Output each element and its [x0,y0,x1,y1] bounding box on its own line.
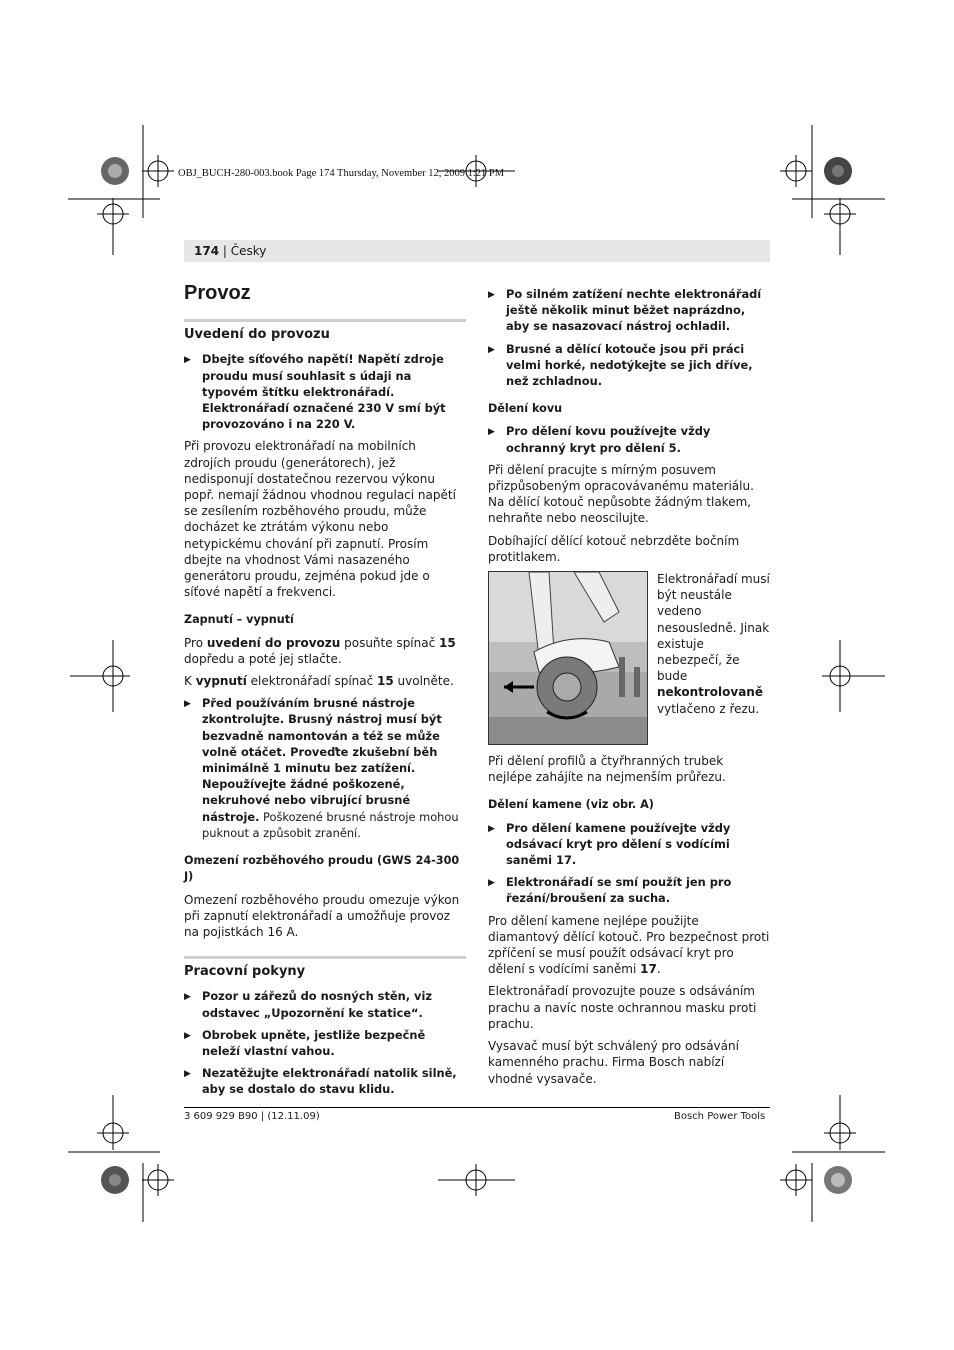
page-header [194,244,266,258]
paragraph: Při provozu elektronářadí na mobilních zdrojích proudu (generátorech), jež nedisponují dostatečnou rezervou výkonu popř. nemají žádnou vhodnou regulaci napětí se zesílením rozběhového proudu, může docházet ke ztrátám výkonu nebo netypickému chování při zapnutí. Prosím dbejte na vhodnost Vámi nasazeného generátoru proudu, zejména pokud jde o síťové napětí a frekvenci. [184,439,456,600]
paragraph: Při dělení pracujte s mírným posuvem přizpůsobeným opracovávanému materiálu. Na dělící kotouč nepůsobte žádným tlakem, nehraňte nebo neoscilujte. [488,462,754,526]
cutting-illustration [488,571,648,745]
paragraph: Elektronářadí provozujte pouze s odsáváním prachu a navíc noste ochrannou masku proti prachu. [488,984,757,1031]
bullet-triangle-icon: ▶ [184,1030,191,1041]
paragraph: Dobíhající dělící kotouč nebrzděte bočním protitlakem. [488,533,740,564]
paragraph: Omezení rozběhového proudu omezuje výkon při zapnutí elektronářadí a umožňuje provoz na pojistkách 16 A. [184,892,460,939]
left-column [184,282,466,1104]
warning-item: ▶ Nezatěžujte elektronářadí natolik silně, aby se dostalo do stavu klidu. [184,1066,457,1097]
header-separator: | [219,244,231,258]
warning-item: ▶ Brusné a dělící kotouče jsou při práci velmi horké, nedotýkejte se jich dříve, než zchladnou. [488,341,753,389]
section-rule [184,319,466,343]
warning-item: ▶ Pozor u zářezů do nosných stěn, viz odstavec „Upozornění ke statice“. [184,989,432,1020]
print-info: OBJ_BUCH-280-003.book Page 174 Thursday, November 12, 2009 1:21 PM [178,168,505,179]
bullet-triangle-icon: ▶ [488,878,495,889]
warning-item: ▶ Před používáním brusné nástroje zkontrolujte. Brusný nástroj musí být bezvadně namontován a též se může volně otáčet. Proveďte zkušební běh minimálně 1 minutu bez zatížení. Nepoužívejte žádné poškozené, nekruhové nebo vibrující brusné nástroje. Poškozené brusné nástroje mohou puknout a způsobit zranění. [184,696,459,840]
footer-doc-number: 3 609 929 B90 | (12.11.09) [184,1111,320,1122]
footer-brand: Bosch Power Tools [674,1111,766,1122]
subheading-omezeni: Omezení rozběhového proudu (GWS 24-300 J) [184,854,460,884]
header-language: Česky [230,244,267,258]
section-heading-pracovni: Pracovní pokyny [184,964,306,980]
subheading-deleni-kamene: Dělení kamene (viz obr. A) [488,798,654,812]
figure-caption: Elektronářadí musí být neustále vedeno nesousledně. Jinak existuje nebezpečí, že bude nekontrolovaně vytlačeno z řezu. [657,572,770,716]
paragraph: K vypnutí elektronářadí spínač 15 uvolněte. [184,674,454,689]
page-number: 174 [194,244,220,258]
section-rule [184,956,466,980]
bullet-triangle-icon: ▶ [184,992,191,1003]
warning-item: ▶ Dbejte síťového napětí! Napětí zdroje proudu musí souhlasit s údaji na typovém štítku elektronářadí. Elektronářadí označené 230 V smí být provozováno i na 220 V. [184,352,446,432]
section-heading-uvedeni: Uvedení do provozu [184,327,330,343]
bullet-triangle-icon: ▶ [488,344,495,355]
bullet-triangle-icon: ▶ [488,823,495,834]
warning-item: ▶ Elektronářadí se smí použít jen pro řezání/broušení za sucha. [488,875,732,906]
warning-item: ▶ Pro dělení kovu používejte vždy ochranný kryt pro dělení 5. [488,424,711,455]
figure-block [488,571,770,745]
header-band [184,240,770,262]
paragraph: Pro dělení kamene nejlépe použijte diamantový dělící kotouč. Pro bezpečnost proti zpříčení se musí použít odsávací kryt pro dělení s vodícími saněmi 17. [488,913,770,977]
paragraph: Při dělení profilů a čtyřhranných trubek nejlépe zahájíte na nejmenším průřezu. [488,754,726,785]
warning-item: ▶ Pro dělení kamene používejte vždy odsávací kryt pro dělení s vodícími saněmi 17. [488,820,731,868]
bullet-triangle-icon: ▶ [184,355,191,366]
paragraph: Pro uvedení do provozu posuňte spínač 15 dopředu a poté jej stlačte. [184,635,456,666]
warning-item: ▶ Po silném zatížení nechte elektronářadí ještě několik minut běžet naprázdno, aby se nasazovací nástroj ochladil. [488,287,762,334]
bullet-triangle-icon: ▶ [488,290,495,300]
warning-item: ▶ Obrobek upněte, jestliže bezpečně neleží vlastní vahou. [184,1027,426,1058]
bullet-triangle-icon: ▶ [488,427,495,438]
bullet-triangle-icon: ▶ [184,699,191,710]
right-column [488,286,770,1093]
subheading-zapnuti: Zapnutí – vypnutí [184,613,294,627]
page-title: Provoz [184,282,251,304]
paragraph: Vysavač musí být schválený pro odsávání kamenného prachu. Firma Bosch nabízí vhodné vysavače. [488,1039,739,1086]
footer-rule [184,1107,770,1108]
subheading-deleni-kovu: Dělení kovu [488,402,563,416]
bullet-triangle-icon: ▶ [184,1069,191,1080]
